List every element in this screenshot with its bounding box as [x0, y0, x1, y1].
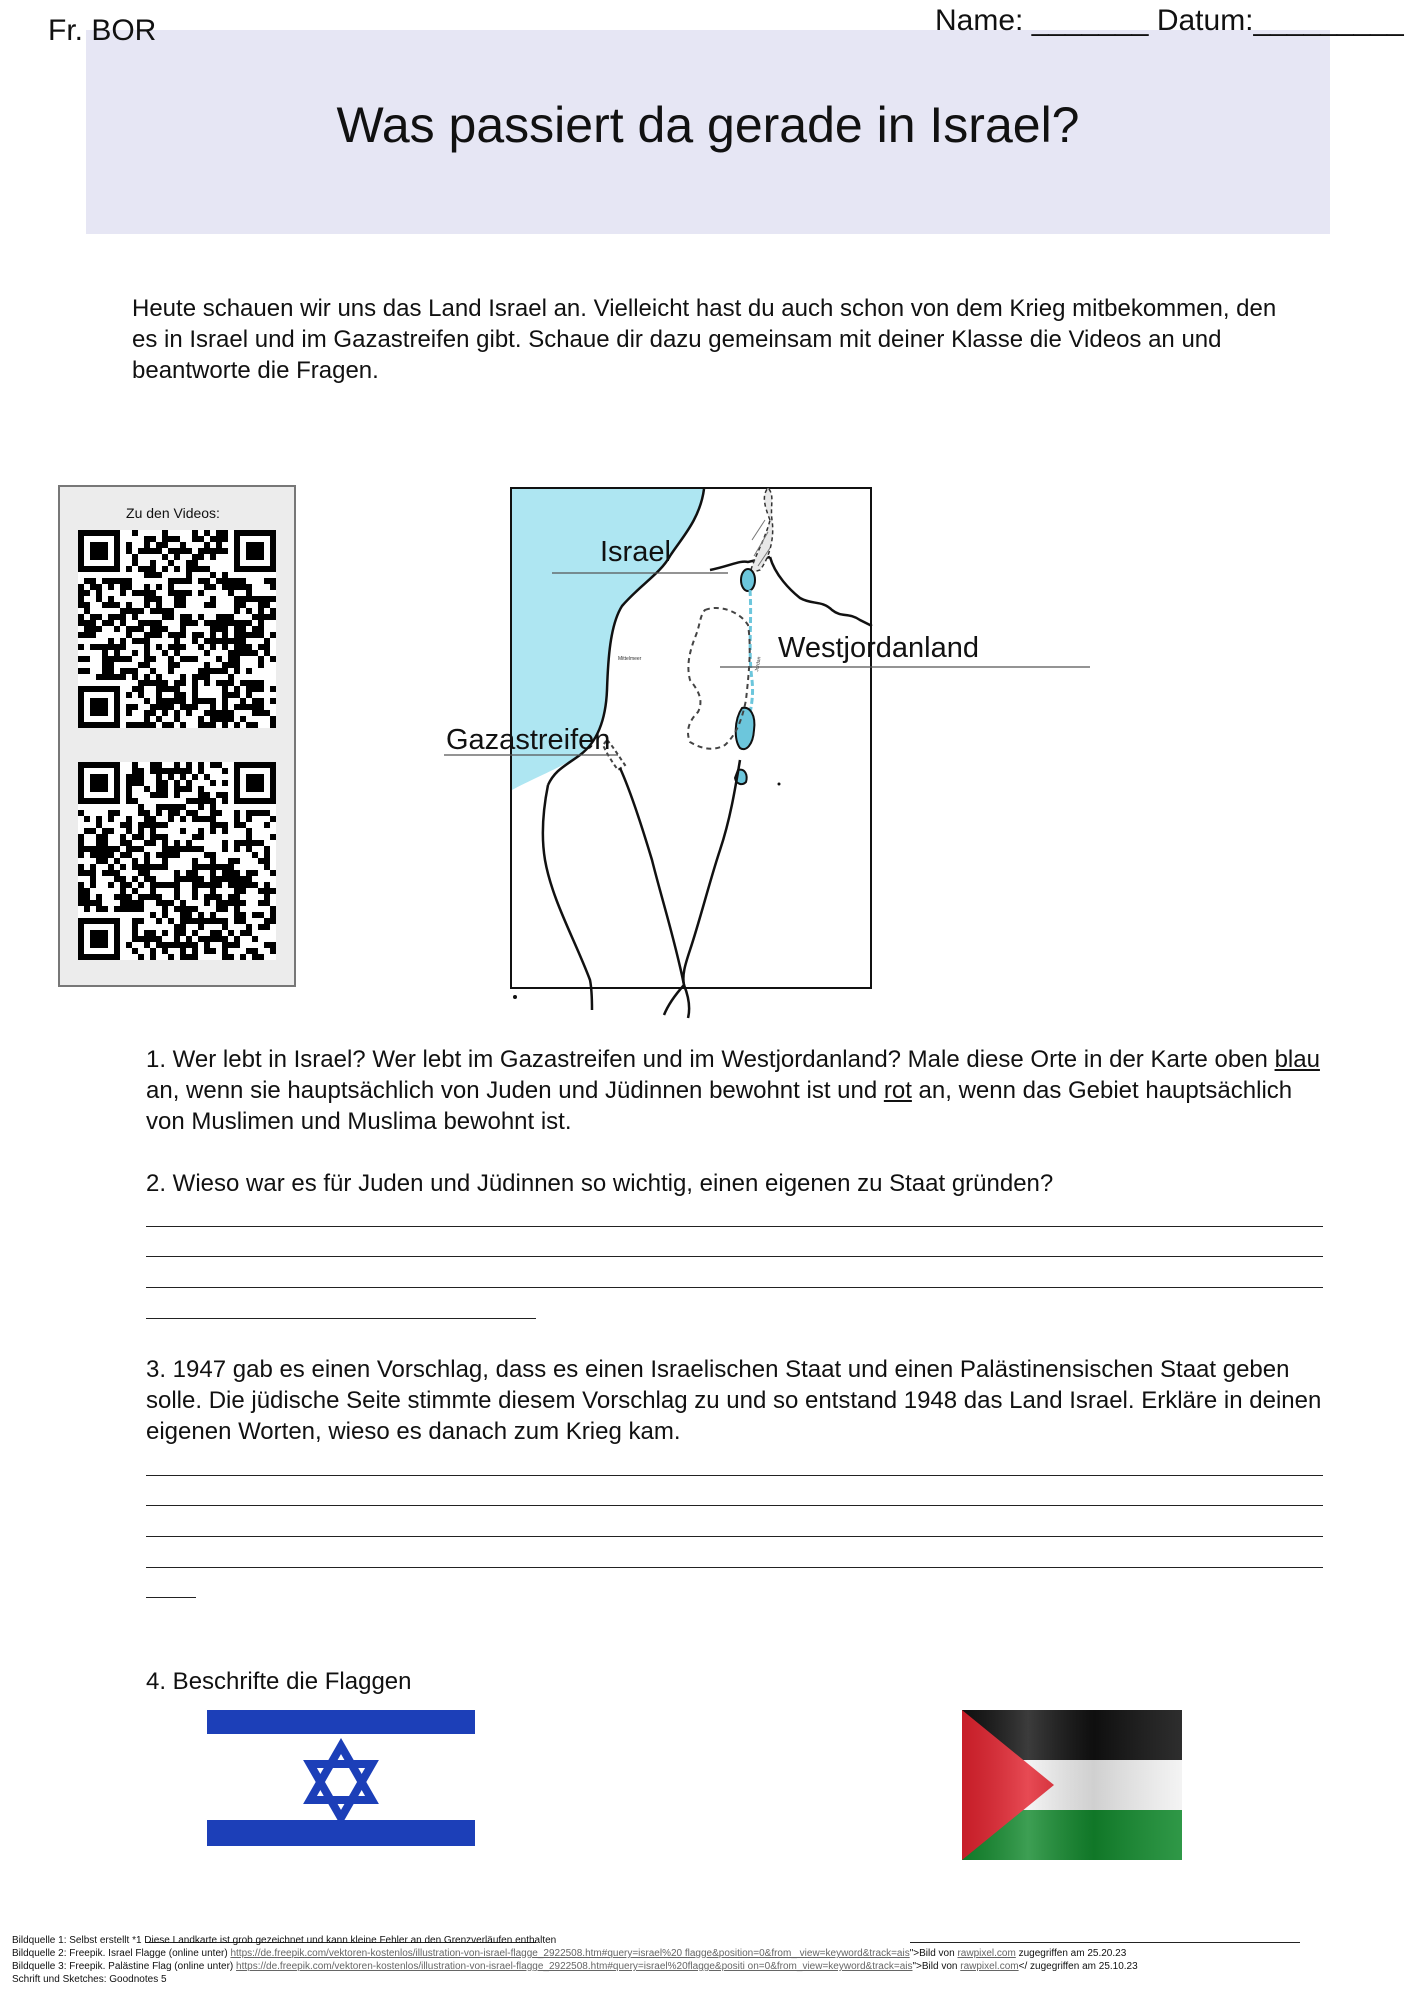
- answer-line[interactable]: [146, 1475, 1323, 1476]
- source-line-4: Schrift und Sketches: Goodnotes 5: [12, 1974, 167, 1985]
- eastern-border: [770, 557, 872, 626]
- qr-panel-label: Zu den Videos:: [126, 505, 220, 521]
- answer-line[interactable]: [146, 1505, 1323, 1506]
- israel-flag: [207, 1710, 475, 1846]
- palestine-flag: [962, 1710, 1182, 1860]
- source-line-3: Bildquelle 3: Freepik. Palästine Flag (online unter) https://de.freepik.com/vektoren-kostenlos/illustration-von-israel-flagge_2922508.htm#query=israel%20flagge&positi on=0&from_view=keyword&track=ais">Bild von rawpixel.com</ zugegriffen am 25.10.23: [12, 1961, 1138, 1972]
- author-label: Fr. BOR: [48, 14, 157, 47]
- page-title: Was passiert da gerade in Israel?: [336, 97, 1080, 153]
- map-label-gazastreifen: Gazastreifen: [446, 724, 611, 756]
- intro-paragraph: Heute schauen wir uns das Land Israel an. Vielleicht hast du auch schon von dem Krieg mitbekommen, den es in Israel und im Gazastreifen gibt. Schaue dir dazu gemeinsam mit deiner Klasse die Videos an und beantworte die Fragen.: [132, 295, 1277, 384]
- answer-line[interactable]: [146, 1226, 1323, 1227]
- question-2: 2. Wieso war es für Juden und Jüdinnen so wichtig, einen eigenen zu Staat gründen?: [146, 1170, 1054, 1197]
- jordan-label: Jordan: [754, 656, 763, 673]
- source-line-2: Bildquelle 2: Freepik. Israel Flagge (online unter) https://de.freepik.com/vektoren-kostenlos/illustration-von-israel-flagge_2922508.htm#query=israel%20 flagge&position=0&from_ view=keyword&track=ais">Bild von rawpixel.com zugegriffen am 25.20.23: [12, 1948, 1127, 1959]
- arava-border: [664, 760, 740, 1015]
- map-label-westjordanland: Westjordanland: [778, 632, 979, 664]
- source-line-1: Bildquelle 1: Selbst erstellt *1 Diese Landkarte ist grob gezeichnet und kann kleine Fehler an den Grenzverläufen enthalten: [12, 1935, 557, 1946]
- map-label-israel: Israel: [600, 536, 671, 568]
- answer-line[interactable]: [146, 1287, 1323, 1288]
- question-4: 4. Beschrifte die Flaggen: [146, 1668, 412, 1695]
- source-link-3[interactable]: https://de.freepik.com/vektoren-kostenlos/illustration-von-israel-flagge_2922508.htm#query=israel%20flagge&positi on=0&from_view=keyword&track=ais: [236, 1961, 913, 1972]
- dead-sea: [736, 708, 755, 749]
- rawpixel-link-2[interactable]: rawpixel.com: [957, 1948, 1016, 1959]
- image-sources-footer: [12, 1934, 1138, 1986]
- answer-line[interactable]: [146, 1597, 196, 1598]
- source-link-2[interactable]: https://de.freepik.com/vektoren-kostenlos/illustration-von-israel-flagge_2922508.htm#query=israel%20 flagge&position=0&from_ view=keyword&track=ais: [230, 1948, 910, 1959]
- mittelmeer-label: Mittelmeer: [618, 656, 642, 662]
- answer-line[interactable]: [146, 1318, 536, 1319]
- southern-border: [543, 785, 592, 1010]
- word-blau: blau: [1274, 1046, 1320, 1073]
- answer-line[interactable]: [146, 1256, 1323, 1257]
- answer-line[interactable]: [146, 1536, 1323, 1537]
- sea-of-galilee: [741, 569, 755, 591]
- question-1: 1. Wer lebt in Israel? Wer lebt im Gazastreifen und im Westjordanland? Male diese Orte in der Karte oben blau an, wenn sie hauptsächlich von Juden und Jüdinnen bewohnt ist und rot an, wenn das Gebiet hauptsächlich von Muslimen und Muslima bewohnt ist.: [146, 1046, 1320, 1135]
- rawpixel-link-3[interactable]: rawpixel.com: [960, 1961, 1019, 1972]
- question-3: 3. 1947 gab es einen Vorschlag, dass es einen Israelischen Staat und einen Palästinensischen Staat geben solle. Die jüdische Seite stimmte diesem Vorschlag zu und so entstand 1948 das Land Israel. Erkläre in deinen eigenen Worten, wieso es danach zum Krieg kam.: [146, 1356, 1322, 1445]
- answer-line[interactable]: [146, 1567, 1323, 1568]
- word-rot: rot: [883, 1077, 912, 1104]
- name-date-field[interactable]: Name: _______ Datum:_________: [935, 4, 1404, 37]
